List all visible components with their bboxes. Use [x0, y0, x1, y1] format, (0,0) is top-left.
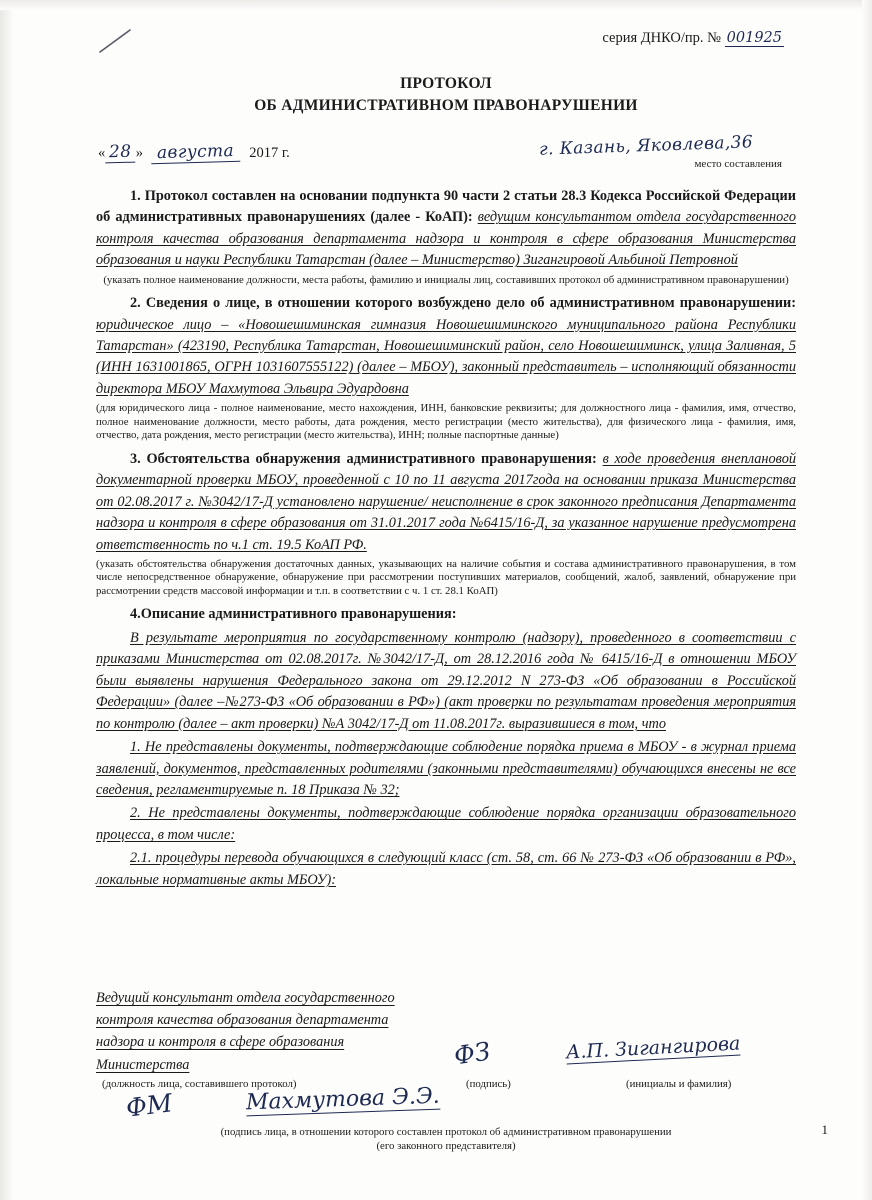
date-day: 28 — [105, 142, 136, 164]
representative-caption — [96, 1125, 796, 1153]
section2-caption: (для юридического лица - полное наименование, место нахождения, ИНН, банковские реквизиты; для должностного лица - фамилия, имя, отчество, полное наименование должности, место работы, дата рождения, место регистрации (место жительства), для физического лица - фамилия, имя, отчество, дата рождения, место регистрации (место жительства), ИНН; полные паспортные данные) — [96, 402, 796, 442]
section2-heading: 2. Сведения о лице, в отношении которого возбуждено дело об административном правонарушении: — [130, 295, 796, 312]
representative-caption-line-1: (подпись лица, в отношении которого составлен протокол об административном правонарушении — [220, 1126, 672, 1139]
handwritten-name-representative: Махмутова Э.Э. — [245, 1083, 441, 1116]
series-line — [96, 30, 796, 47]
section1-heading: 1. Протокол составлен на основании подпункта 90 части 2 статьи 28.3 Кодекса Российской Федерации об административных правонарушениях (далее - КоАП): — [96, 187, 796, 226]
section2-paragraph — [96, 293, 796, 400]
section4-item-2-1: 2.1. процедуры перевода обучающихся в следующий класс (ст. 58, ст. 66 № 273-ФЗ «Об образовании в РФ», локальные нормативные акты МБОУ): — [96, 850, 796, 888]
title-line-2: ОБ АДМИНИСТРАТИВНОМ ПРАВОНАРУШЕНИИ — [254, 97, 638, 115]
document-title — [96, 73, 796, 118]
official-position-line-3: надзора и контроля в сфере образования — [96, 1034, 345, 1051]
signature-captions-row — [96, 1078, 796, 1098]
section4-paragraph-1: В результате мероприятия по государственному контролю (надзору), проведенного в соответствии с приказами Министерства от 02.08.2017г. №3042/17-Д, от 28.12.2016 года № 6415/16-Д в отношении МБОУ были выявлены нарушения Федерального закона от 29.12.2012 N 273-ФЗ «Об образовании в Российской Федерации» (далее –№273-ФЗ «Об образовании в РФ») (акт проверки по результатам проведения мероприятия по контролю (далее – акт проверки) №А 3042/17-Д от 11.08.2017г. выразившиеся в том, что — [96, 629, 796, 732]
section3-filled: в ходе проведения внеплановой документарной проверки МБОУ, проведенной с 10 по 11 августа 2017года на основании приказа Министерства от 02.08.2017 г. №3042/17-Д установлено нарушение/ неисполнение в срок законного предписания Департамента надзора и контроля в сфере образования от 31.01.2017 года №6415/16-Д, за указанное нарушение предусмотрена ответственность по ч.1 ст. 19.5 КоАП РФ. — [96, 450, 796, 553]
title-line-1: ПРОТОКОЛ — [400, 75, 492, 92]
caption-signature: (подпись) — [466, 1077, 511, 1090]
place-handwritten: г. Казань, Яковлева,36 — [538, 132, 754, 160]
section1-paragraph — [96, 186, 796, 272]
page-number: 1 — [821, 1122, 828, 1137]
representative-caption-line-2: (его законного представителя) — [376, 1140, 516, 1153]
section2-filled: юридическое лицо – «Новошешиминская гимназия Новошешиминского муниципального района Республики Татарстан» (423190, Республика Татарстан, Новошешиминский район, село Новошешиминск, улица Заливная, 5 (ИНН 1631001865, ОГРН 1031607555122) (далее – МБОУ), законный представитель – исполняющий обязанности директора МБОУ Махмутова Эльвира Эдуардовна — [96, 316, 796, 397]
date-group — [98, 142, 290, 163]
place-group — [496, 132, 796, 170]
series-number: 001925 — [726, 30, 782, 46]
section3-caption: (указать обстоятельства обнаружения достаточных данных, указывающих на наличие события и состава административного правонарушения, в том числе непосредственное обнаружение, обнаружение при рассмотрении поступивших материалов, сообщений, жалоб, заявлений, обнаружение при рассмотрении средств массовой информации и т.п. в соответствии с ч. 1 ст. 28.1 КоАП) — [96, 558, 796, 597]
document-content — [96, 30, 797, 1153]
signature-block — [96, 987, 796, 1153]
official-position-line-4: Министерства — [96, 1056, 190, 1073]
scan-edge-left — [0, 0, 14, 1200]
place-caption: место составления — [694, 157, 782, 170]
scan-edge-top — [0, 0, 872, 10]
quote-close: » — [135, 144, 143, 161]
quote-open: « — [98, 144, 106, 161]
caption-initials: (инициалы и фамилия) — [626, 1077, 732, 1090]
official-position-line-2: контроля качества образования департамента — [96, 1012, 389, 1029]
section4-item-1: 1. Не представлены документы, подтверждающие соблюдение порядка приема в МБОУ - в журнал приема заявлений, документов, представленных родителями (законными представителями) обучающихся внесены не все сведения, регламентируемые п. 18 Приказа № 32; — [96, 739, 796, 798]
handwritten-signature-representative: ФМ — [124, 1088, 174, 1123]
date-and-place-row — [96, 132, 796, 186]
caption-position: (должность лица, составившего протокол) — [102, 1077, 297, 1090]
scan-edge-right — [862, 0, 872, 1200]
official-position — [96, 987, 496, 1076]
handwritten-name-official: А.П. Зигангирова — [565, 1032, 741, 1064]
official-position-line-1: Ведущий консультант отдела государственного — [96, 990, 395, 1007]
series-label: серия ДНКО/пр. № — [602, 30, 722, 46]
section4-item-2: 2. Не представлены документы, подтверждающие соблюдение порядка организации образовательного процесса, в том числе: — [96, 805, 796, 843]
handwritten-signature-official: ФЗ — [452, 1036, 493, 1071]
date-month: августа — [150, 141, 240, 164]
section4-heading: 4.Описание административного правонарушения: — [130, 606, 457, 623]
section3-paragraph — [96, 449, 796, 556]
section1-caption: (указать полное наименование должности, места работы, фамилию и инициалы лиц, составивших протокол об административном правонарушении) — [103, 273, 789, 286]
section3-heading: 3. Обстоятельства обнаружения административного правонарушения: — [130, 450, 597, 467]
date-year: 2017 г. — [249, 144, 290, 161]
section1-filled: ведущим консультантом отдела государственного контроля качества образования департамента надзора и контроля в сфере образования Министерства образования и науки Республики Татарстан (далее – Министерство) Зигангировой Альбиной Петровной — [96, 209, 797, 269]
